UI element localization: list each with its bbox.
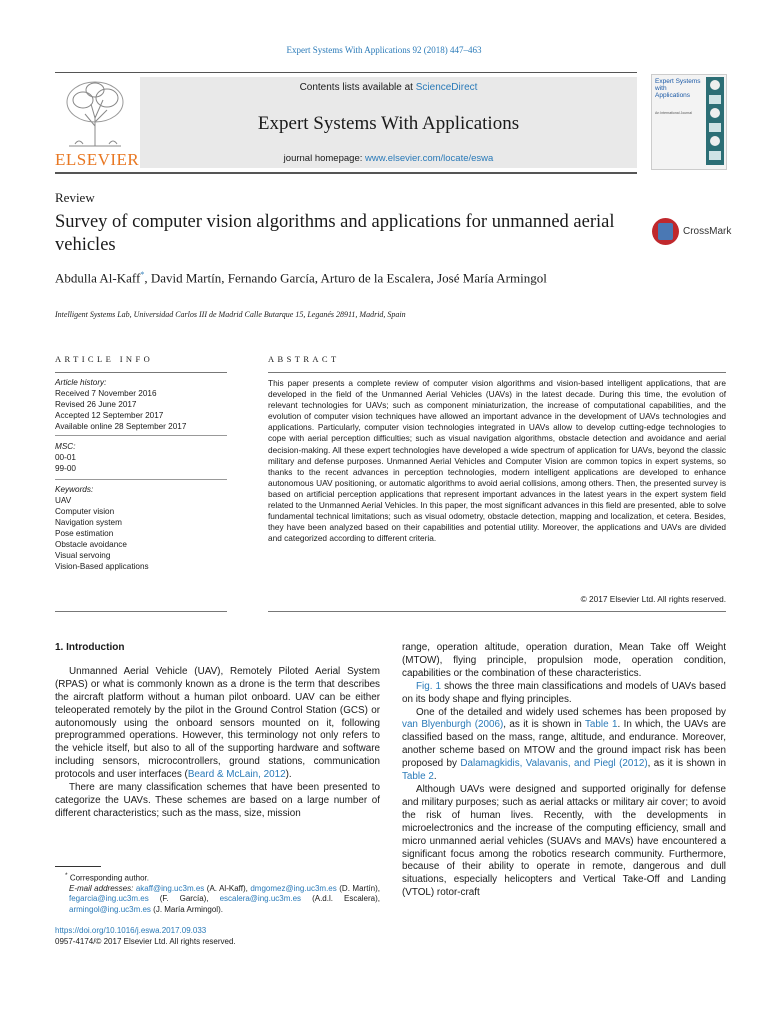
email-owner: (J. María Armingol).: [150, 904, 223, 914]
paragraph-text: Unmanned Aerial Vehicle (UAV), Remotely Piloted Aerial System (RPAS) or what is commonly known as a drone is the term that describes the aircraft platform without a human pilot onboard. UAV can be either teleoperated remotely by the pilot in the Ground Control Station (GCS) or autonomously using the onboard sensors mounted on it, following preprogrammed operations. However, this terminology not only refers to the vehicle itself, but also to all of the supporting hardware and software including sensors, microcontrollers, ground stations, communication protocols and user interfaces (: [55, 665, 380, 781]
keyword: UAV: [55, 496, 72, 505]
paragraph-text: , as it is shown in: [503, 719, 585, 731]
paragraph: [55, 666, 380, 782]
email-owner: (A.d.l. Escalera),: [301, 894, 381, 904]
body-right-column: [402, 642, 726, 900]
first-author: Abdulla Al-Kaff: [55, 270, 141, 286]
footnote-rule: [55, 866, 101, 867]
article-info-heading: ARTICLE INFO: [55, 354, 154, 364]
email-link[interactable]: armingol@ing.uc3m.es: [69, 904, 151, 914]
crossmark-icon: [652, 218, 679, 245]
doi-link[interactable]: https://doi.org/10.1016/j.eswa.2017.09.033: [55, 926, 207, 935]
article-info-bottom-rule: [55, 611, 227, 612]
abstract-heading: ABSTRACT: [268, 354, 340, 364]
crossmark-badge[interactable]: [652, 218, 742, 248]
journal-cover-thumbnail[interactable]: [651, 74, 727, 170]
article-info-divider: [55, 435, 227, 436]
history-item: Available online 28 September 2017: [55, 422, 187, 431]
publisher-name: ELSEVIER: [55, 150, 140, 169]
paragraph: There are many classification schemes that have been presented to categorize the UAVs. These schemes are based on a large number of different characteristics; such as the mass, size, mission: [55, 782, 380, 819]
keyword: Pose estimation: [55, 529, 114, 538]
paragraph-text: ).: [285, 769, 292, 781]
journal-homepage: [140, 153, 637, 164]
history-item: Revised 26 June 2017: [55, 400, 137, 409]
corresponding-author-marker[interactable]: *: [140, 270, 145, 279]
elsevier-logo: [55, 78, 140, 169]
homepage-link[interactable]: www.elsevier.com/locate/eswa: [365, 153, 494, 164]
article-type: Review: [55, 190, 95, 205]
msc-label: MSC:: [55, 442, 76, 451]
citation-link[interactable]: Dalamagkidis, Valavanis, and Piegl (2012): [460, 758, 648, 770]
abstract-text: This paper presents a complete review of computer vision algorithms and vision-based intelligent applications, that are developed in the field of the Unmanned Aerial Vehicles (UAVs) in the latest decade. During this time, the evolution of relevant technologies for UAVs; such as component miniaturization, the increase of computational capabilities, and the evolution of computer vision techniques have allowed an important advance in the development of UAVs technologies and applications. Particularly, computer vision technologies integrated in UAVs allow to develop cutting-edge technologies to cope with aerial perception difficulties; such as visual navigation algorithms, obstacle detection and avoidance and aerial decision-making. All these expert technologies have developed a wide spectrum of application for UAVs, beyond the classic military and defense purposes. Unmanned Aerial Vehicles and Computer Vision are common topics in expert systems, so thanks to the recent advances in perception technologies, modern intelligent applications are developed to enhance autonomous UAV positioning, or automatic algorithms to avoid aerial collisions, among others. Then, the presented survey is based on artificial perception applications that represent important advances in the latest years in the expert system field related to the Unmanned Aerial Vehicles. In this paper, the most significant advances in this field are presented, able to solve fundamental technical limitations; such as visual odometry, obstacle detection, mapping and localization, et cetera. Besides, they have been analyzed based on their capabilities and potential utility. Moreover, the applications and UAVs are divided and categorized according to different criteria.: [268, 378, 726, 544]
table-link[interactable]: Table 1: [584, 719, 618, 731]
abstract-bottom-rule: [268, 611, 726, 612]
article-info-rule: [55, 372, 227, 373]
contents-prefix: Contents lists available at: [299, 82, 416, 93]
paragraph: [402, 707, 726, 784]
journal-reference[interactable]: Expert Systems With Applications 92 (2018) 447–463: [286, 45, 482, 55]
keywords: [55, 484, 230, 572]
affiliation: Intelligent Systems Lab, Universidad Carlos III de Madrid Calle Butarque 15, Leganés 28911, Madrid, Spain: [55, 310, 406, 319]
crossmark-label: CrossMark: [683, 226, 732, 237]
email-link[interactable]: fegarcia@ing.uc3m.es: [69, 894, 149, 904]
footnotes: [55, 871, 380, 915]
body-left-column: [55, 642, 380, 821]
email-footnote: [55, 884, 380, 915]
other-authors: , David Martín, Fernando García, Arturo de la Escalera, José María Armingol: [144, 270, 547, 286]
table-link[interactable]: Table 2: [402, 771, 434, 783]
paragraph-text: .: [433, 771, 437, 783]
paragraph: [402, 681, 726, 707]
article-info-divider: [55, 479, 227, 480]
paragraph: range, operation altitude, operation duration, Mean Take off Weight (MTOW), flying principle, propulsion mode, operation condition, capabilities or the combination of these characteristics.: [402, 642, 726, 679]
corresponding-footnote: * Corresponding author.: [65, 872, 149, 883]
issn-line: 0957-4174/© 2017 Elsevier Ltd. All rights reserved.: [55, 937, 236, 946]
abstract-rule: [268, 372, 726, 373]
paragraph-text: . In which, the UAVs are classified based on the mass, range, altitude, and endurance. Moreover, another scheme based on MTOW and the ground impact risk has been proposed by: [402, 719, 727, 770]
homepage-prefix: journal homepage:: [283, 153, 366, 164]
keyword: Vision-Based applications: [55, 562, 149, 571]
contents-line: [140, 82, 637, 93]
paragraph-text: One of the detailed and widely used schemes has been proposed by: [416, 706, 726, 718]
corresponding-text: Corresponding author.: [69, 873, 149, 883]
msc-code: 99-00: [55, 464, 76, 473]
email-link[interactable]: escalera@ing.uc3m.es: [219, 894, 302, 904]
paragraph-text: , as it is shown in: [647, 758, 726, 770]
keyword: Computer vision: [55, 507, 115, 516]
citation-link[interactable]: van Blyenburgh (2006): [402, 719, 504, 731]
email-label: E-mail addresses:: [69, 884, 134, 894]
citation-link[interactable]: Beard & McLain, 2012: [187, 769, 286, 781]
cover-graphic-strip-icon: [706, 77, 724, 165]
email-link[interactable]: dmgomez@ing.uc3m.es: [250, 884, 337, 894]
history-label: Article history:: [55, 378, 107, 387]
history-item: Accepted 12 September 2017: [55, 411, 164, 420]
abstract-copyright: © 2017 Elsevier Ltd. All rights reserved.: [580, 594, 726, 604]
elsevier-tree-icon: [63, 78, 127, 148]
paragraph-text: shows the three main classifications and models of UAVs based on its body shape and flying principles.: [402, 680, 726, 705]
history-item: Received 7 November 2016: [55, 389, 157, 398]
email-owner: (D. Martín),: [336, 884, 380, 894]
cover-subtitle: An International Journal: [655, 111, 692, 115]
msc-codes: [55, 441, 230, 474]
keyword: Navigation system: [55, 518, 122, 527]
email-owner: (A. Al-Kaff),: [204, 884, 251, 894]
sciencedirect-link[interactable]: ScienceDirect: [415, 82, 478, 93]
cover-title: Expert Systems with Applications: [655, 78, 701, 99]
paragraph: Although UAVs were designed and supported originally for defense and military purposes; such as aerial attacks or military air cover; to avoid the risk of human lives. Recently, with the developments in microelectronics and the increase of the computing efficiency, small and micro unmanned aerial vehicles (SUAVs and MAVs) have encountered a significant focus among the robotics research community. Furthermore, because of their ability to operate in remote, dangerous and dull situations, especially helicopters and Vertical Take-Off and Landing (VTOL) rotor-craft: [402, 783, 726, 899]
article-history: [55, 377, 230, 432]
keywords-label: Keywords:: [55, 485, 94, 494]
journal-title: Expert Systems With Applications: [257, 113, 520, 134]
msc-code: 00-01: [55, 453, 76, 462]
section-heading-introduction: 1. Introduction: [55, 642, 125, 653]
figure-link[interactable]: Fig. 1: [416, 680, 442, 692]
keyword: Obstacle avoidance: [55, 540, 127, 549]
keyword: Visual servoing: [55, 551, 111, 560]
author-list: [55, 266, 615, 287]
article-title: Survey of computer vision algorithms and applications for unmanned aerial vehicles: [55, 212, 615, 255]
header-top-rule: [55, 72, 637, 73]
email-owner: (F. García),: [148, 894, 220, 904]
email-link[interactable]: akaff@ing.uc3m.es: [135, 884, 205, 894]
header-bottom-rule: [55, 172, 637, 174]
